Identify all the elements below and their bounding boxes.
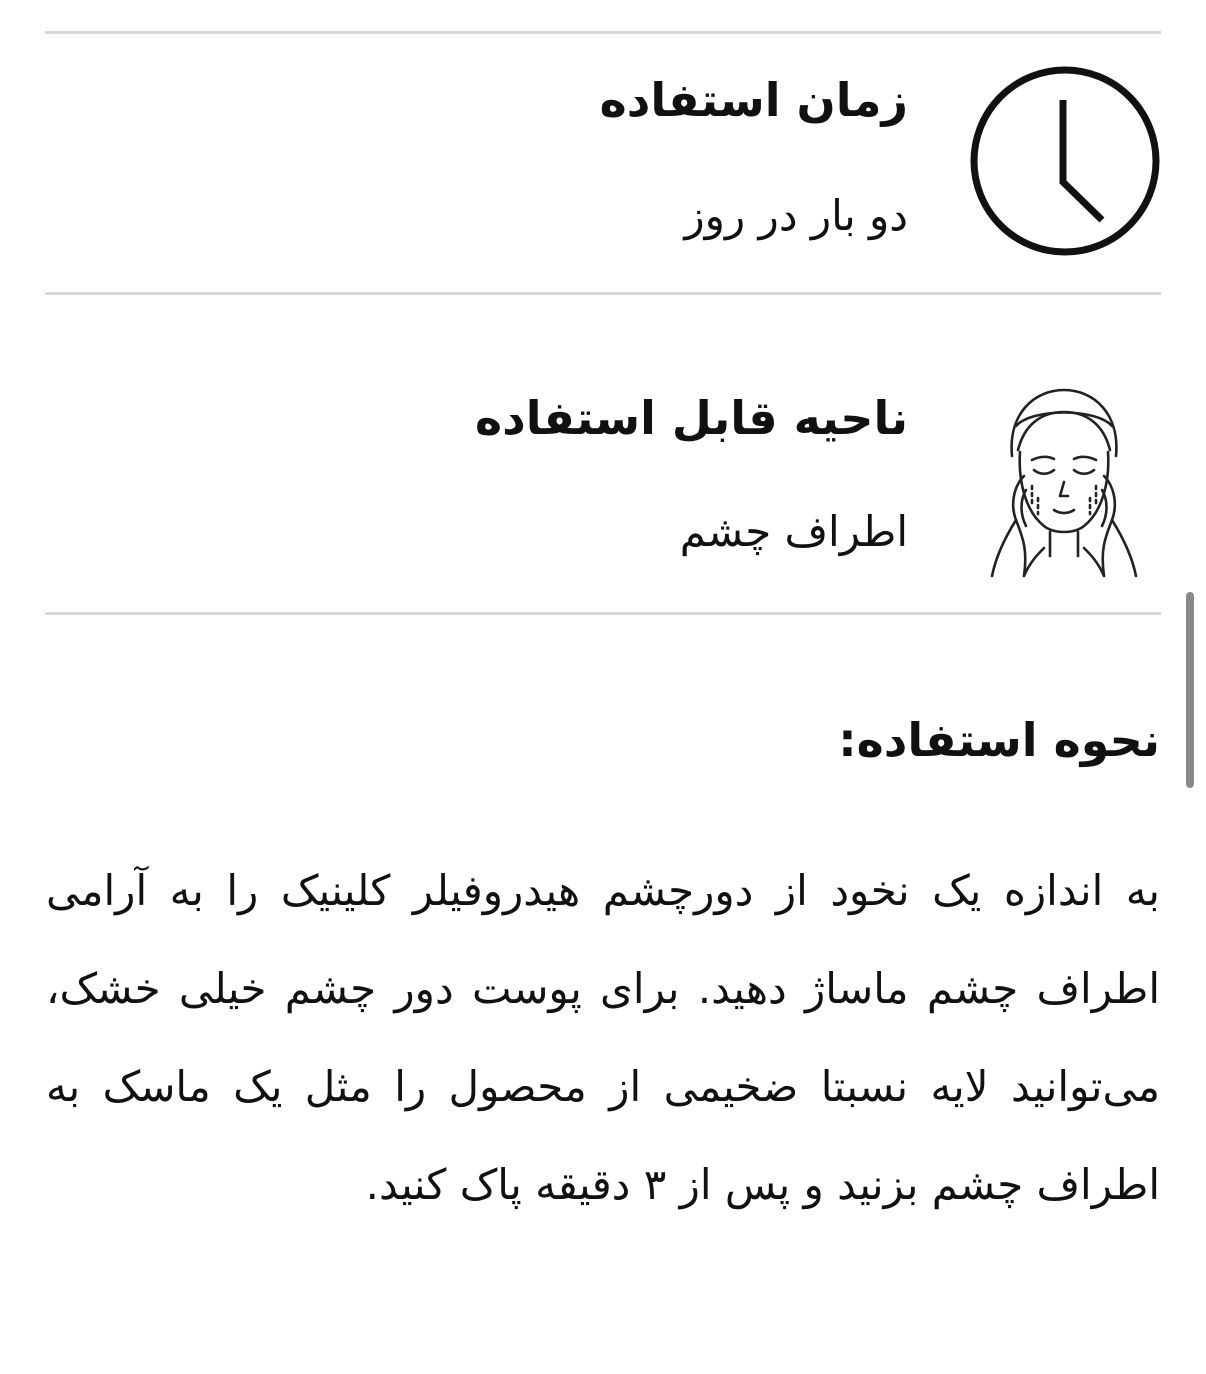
- application-area-title: ناحیه قابل استفاده: [474, 391, 908, 445]
- scrollbar-thumb[interactable]: [1186, 592, 1194, 788]
- how-to-use-heading: نحوه استفاده:: [838, 713, 1160, 767]
- face-icon: [988, 386, 1140, 578]
- usage-time-value: دو بار در روز: [684, 191, 908, 240]
- clock-icon: [968, 64, 1162, 258]
- divider-2: [45, 612, 1161, 615]
- divider-1: [45, 292, 1161, 295]
- how-to-use-text: به اندازه یک نخود از دورچشم هیدروفیلر کلینیک را به آرامی اطراف چشم ماساژ دهید. برای پوست دور چشم خیلی خشک، می‌توانید لایه نسبتا ضخیمی از محصول را مثل یک ماسک به اطراف چشم بزنید و پس از ۳ دقیقه پاک کنید.: [46, 866, 1160, 1209]
- divider-top: [45, 31, 1161, 34]
- usage-time-title: زمان استفاده: [599, 73, 908, 127]
- application-area-value: اطراف چشم: [679, 507, 908, 556]
